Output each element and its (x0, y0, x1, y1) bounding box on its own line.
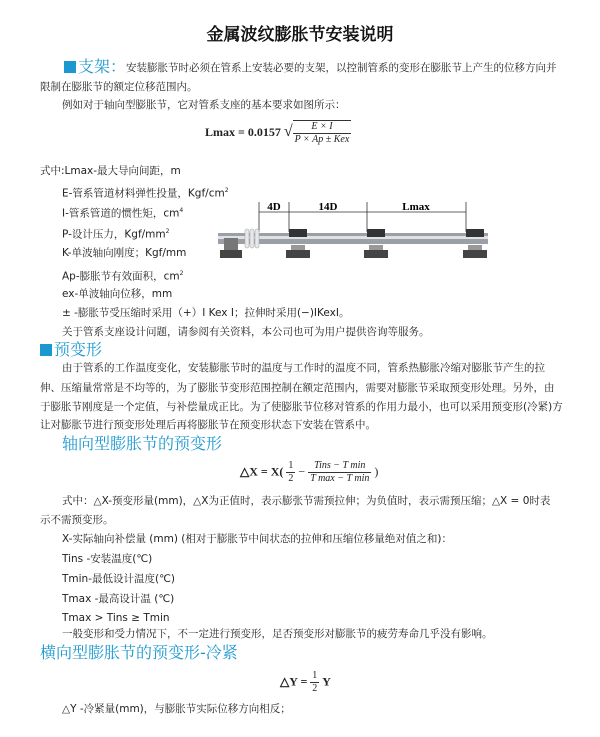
axial-line-2: 示不需预变形。 (40, 514, 114, 526)
axial-line-4: Tins -安装温度(℃) (62, 553, 153, 565)
predeform-para-2: 伸、压缩量常常是不均等的，为了膨胀节变形范围控制在额定范围内，需要对膨胀节采取预变形处理。另外，由 (40, 382, 555, 394)
formula-numerator: E × I (293, 121, 352, 134)
bellows (245, 229, 259, 248)
def-lmax: 式中:Lmax-最大导向间距，m (40, 165, 181, 177)
axial-line-7: Tmax > Tins ≥ Tmin (62, 612, 170, 624)
def-k: K-单波轴向刚度；Kgf/mm (62, 247, 187, 259)
def-pm: ± -膨胀节受压缩时采用（+）I Kex I；拉伸时采用(−)IKexI。 (62, 307, 350, 319)
lateral-heading: 横向型膨胀节的预变形-冷紧 (40, 643, 238, 662)
square-bullet-icon (40, 344, 52, 356)
dim-label-14d: 14D (318, 201, 338, 213)
axial-line-3: X-实际轴向补偿量 (mm) (相对于膨胀节中间状态的拉伸和压缩位移量绝对值之和)： (62, 533, 452, 545)
def-i: I-管系管道的惯性矩，$cm^4$ (62, 207, 184, 220)
dim-label-lmax: Lmax (402, 201, 430, 213)
def-e: E-管系管道材料弹性投量，Kgf/$cm^2$ (62, 187, 229, 200)
predeform-para-1: 由于管系的工作温度变化，安装膨胀节时的温度与工作时的温度不同，管系热膨胀冷缩对膨胀节产生的拉 (62, 362, 545, 374)
lmax-formula: Lmax = 0.0157 √ $\frac{E \times I}{\text{P × Ap ± Kex}}$ (205, 121, 350, 145)
def-ap: Ap-膨胀节有效面积，$cm^2$ (62, 270, 184, 283)
axial-line-1: 式中：△X-预变形量(mm)，△X为正值时，表示膨张节需预拉伸；为负值时，表示需预压缩；△X = 0时表 (62, 495, 551, 507)
axial-heading: 轴向型膨胀节的预变形 (62, 434, 223, 453)
predeform-para-3: 于膨胀节刚度是一个定值，与补偿量成正比。为了使膨胀节位移对管系的作用力最小，也可以采用预变形(冷紧)方 (40, 401, 563, 413)
formula-denominator: P × Ap ± Kex (294, 134, 350, 145)
anchor-support (224, 238, 238, 250)
page-title: 金属波纹膨胀节安装说明 (206, 25, 394, 45)
support-intro-1: 安装膨胀节时必须在管系上安装必要的支架，以控制管系的变形在膨胀节上产生的位移方向并 (126, 62, 557, 74)
support-example: 例如对于轴向型膨胀节，它对管系支座的基本要求如图所示： (62, 99, 346, 111)
predeform-heading: 预变形 (40, 341, 102, 359)
def-ex: ex-单波轴向位移，mm (62, 288, 173, 300)
axial-line-8: 一般变形和受力情况下，不一定进行预变形，足否预变形对膨胀节的疲劳寿命几乎没有影响。 (62, 628, 493, 640)
support-heading-text: 支架： (78, 57, 127, 76)
delta-y-formula: △Y = $\frac{1}{2}$ Y (280, 670, 331, 694)
axial-line-5: Tmin-最低设计温度(℃) (62, 573, 175, 585)
formula-lhs: Lmax = 0.0157 (205, 124, 281, 139)
predeform-para-4: 让对膨胀节进行预变形处理后再将膨胀节在预变形状态下安装在管系中。 (40, 419, 376, 431)
support-note: 关于管系支座设计问题，请参阅有关资料，本公司也可为用户提供咨询等服务。 (62, 326, 430, 338)
delta-x-formula: △X = X( $\frac{1}{2}$ − $\frac{\text{Tins − T min}}{\text{T max − T min}}$ ) (240, 460, 379, 484)
lateral-line: △Y -冷紧量(mm)，与膨胀节实际位移方向相反； (62, 703, 291, 715)
support-intro-2: 限制在膨胀节的额定位移范围内。 (40, 81, 198, 93)
axial-line-6: Tmax -最高设计温 (℃) (62, 593, 175, 605)
def-p: P-设计压力，Kgf/$mm^2$ (62, 228, 170, 241)
dim-label-4d: 4D (267, 201, 281, 213)
